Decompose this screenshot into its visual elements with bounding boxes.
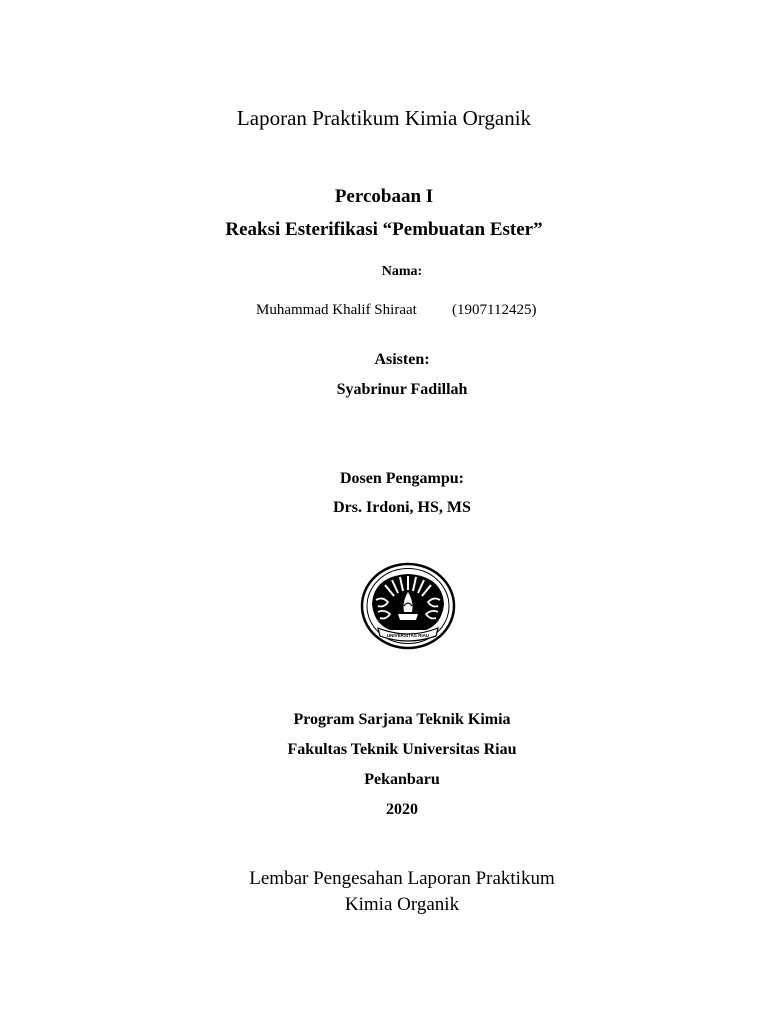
name-label: Nama: [381, 264, 423, 279]
lecturer-label: Dosen Pengampu: [339, 470, 464, 487]
student-name: Muhammad Khalif Shiraat [256, 302, 417, 318]
student-id: (1907112425) [452, 302, 537, 318]
assistant-name: Syabrinur Fadillah [336, 381, 468, 398]
approval-heading-line2: Kimia Organik [344, 894, 460, 915]
lecturer-name: Drs. Irdoni, HS, MS [333, 499, 471, 516]
city-name: Pekanbaru [364, 771, 440, 788]
program-name: Program Sarjana Teknik Kimia [293, 711, 511, 728]
faculty-name: Fakultas Teknik Universitas Riau [287, 741, 517, 758]
university-emblem-icon [360, 562, 456, 650]
assistant-label: Asisten: [374, 351, 430, 368]
approval-heading-line1: Lembar Pengesahan Laporan Praktikum [249, 868, 555, 889]
experiment-number: Percobaan I [334, 186, 434, 207]
report-year: 2020 [386, 801, 418, 818]
experiment-title: Reaksi Esterifikasi “Pembuatan Ester” [225, 219, 543, 240]
report-title: Laporan Praktikum Kimia Organik [236, 106, 532, 130]
svg-text:UNIVERSITAS RIAU: UNIVERSITAS RIAU [386, 633, 430, 638]
